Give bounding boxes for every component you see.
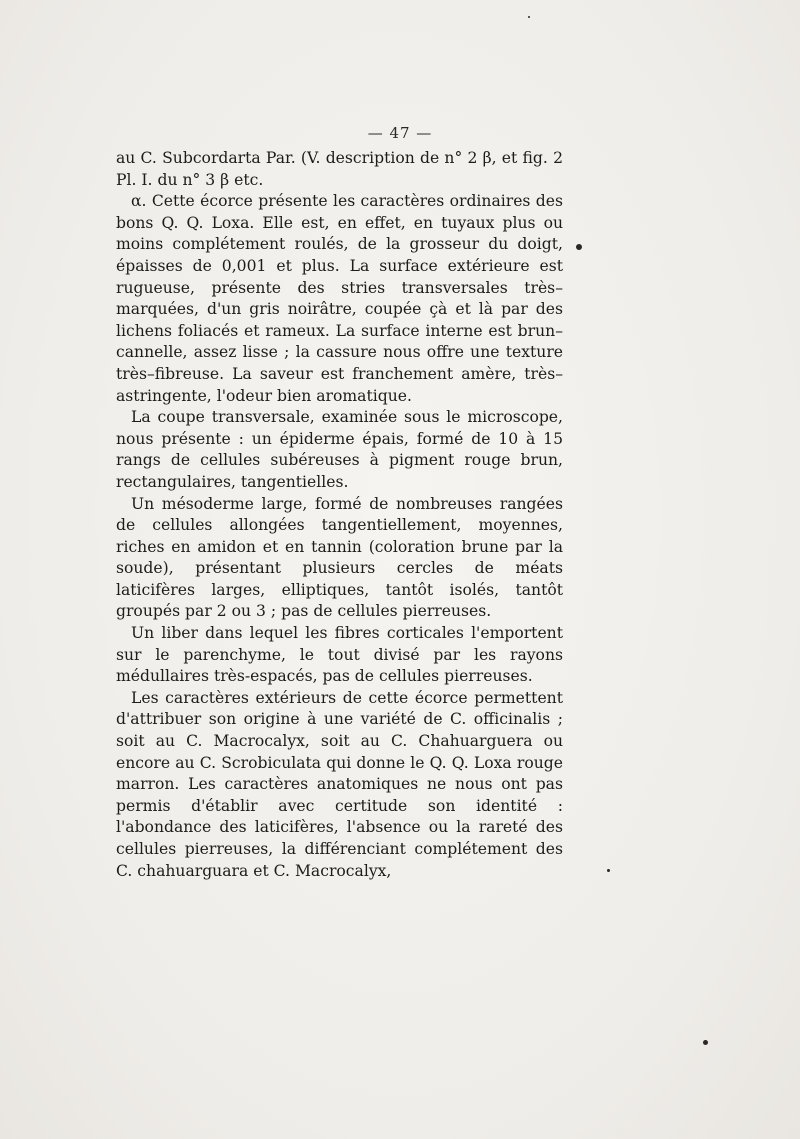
page-number: — 47 — bbox=[367, 124, 433, 142]
ink-speck bbox=[576, 244, 582, 250]
paragraph: α. Cette écorce présente les caractères ordinaires des bons Q. Q. Loxa. Elle est, en effet, en tuyaux plus ou moins complétement roulés, de la grosseur du doigt, épaisses de 0,001 et plus. La surface extérieure est rugueuse, présente des stries transversales très–marquées, d'un gris noirâtre, coupée çà et là par des lichens foliacés et rameux. La surface interne est brun–cannelle, assez lisse ; la cassure nous offre une texture très–fibreuse. La saveur est franchement amère, très–astringente, l'odeur bien aromatique. bbox=[116, 192, 563, 405]
paragraph: Un mésoderme large, formé de nombreuses rangées de cellules allongées tangentiellement, moyennes, riches en amidon et en tannin (coloration brune par la soude), présentant plusieurs cercles de méats laticifères larges, elliptiques, tantôt isolés, tantôt groupés par 2 ou 3 ; pas de cellules pierreuses. bbox=[116, 494, 563, 621]
ink-speck bbox=[528, 16, 530, 18]
paragraph: Un liber dans lequel les fibres corticales l'emportent sur le parenchyme, le tout divisé par les rayons médullaires très-espacés, pas de cellules pierreuses. bbox=[116, 624, 563, 686]
paragraph: La coupe transversale, examinée sous le microscope, nous présente : un épiderme épais, formé de 10 à 15 rangs de cellules subéreuses à pigment rouge brun, rectangulaires, tangentielles. bbox=[116, 408, 563, 491]
paragraph: au C. Subcordarta Par. (V. description de n° 2 β, et fig. 2 Pl. I. du n° 3 β etc. bbox=[116, 149, 563, 189]
ink-speck bbox=[607, 869, 610, 872]
ink-speck bbox=[703, 1040, 708, 1045]
body-text bbox=[116, 148, 563, 882]
paragraph: Les caractères extérieurs de cette écorce permettent d'attribuer son origine à une variété de C. officinalis ; soit au C. Macrocalyx, soit au C. Chahuarguera ou encore au C. Scrobiculata qui donne le Q. Q. Loxa rouge marron. Les caractères anatomiques ne nous ont pas permis d'établir avec certitude son identité : l'abondance des laticifères, l'absence ou la rareté des cellules pierreuses, la différenciant complétement des C. chahuarguara et C. Macrocalyx, bbox=[116, 688, 563, 880]
